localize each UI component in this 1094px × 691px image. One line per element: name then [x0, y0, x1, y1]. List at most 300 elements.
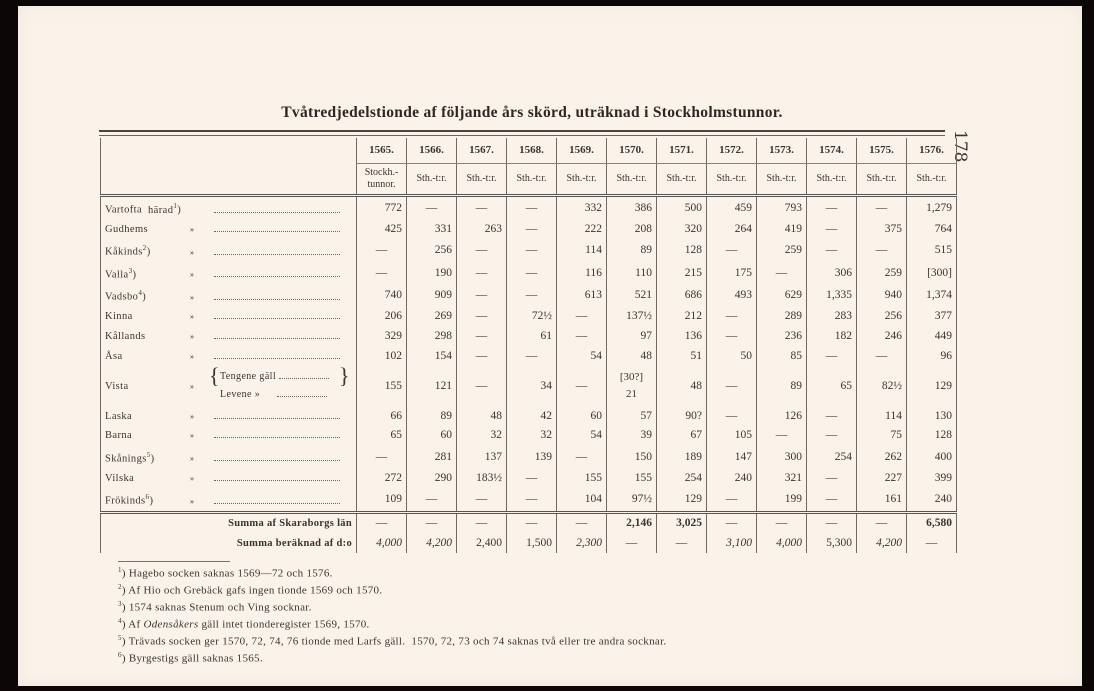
cell: 199	[757, 488, 807, 512]
year-header: 1571.	[657, 138, 707, 164]
cell: 909	[407, 284, 457, 307]
cell: 459	[707, 196, 757, 220]
cell: 321	[757, 468, 807, 488]
table-row-vista	[101, 366, 957, 406]
footnote-2: $^2$) Af Hio och Grebäck gafs ingen tionde 1569 och 1570.	[118, 583, 383, 597]
district-name: Frökinds$^6$)	[105, 493, 154, 507]
vista-sub-2: Levene »	[220, 387, 327, 401]
row-label	[101, 196, 357, 220]
cell: —	[457, 196, 507, 220]
cell: 375	[857, 220, 907, 240]
cell: —	[457, 239, 507, 262]
cell: 65	[357, 426, 407, 446]
cell: —	[757, 512, 807, 533]
table-row	[101, 262, 957, 285]
table-row	[101, 307, 957, 327]
district-suffix: »	[190, 224, 195, 234]
row-label	[101, 468, 357, 488]
cell: —	[457, 284, 507, 307]
cell: 109	[357, 488, 407, 512]
cell: 629	[757, 284, 807, 307]
row-label	[101, 284, 357, 307]
cell: —	[507, 468, 557, 488]
leader-dots	[214, 471, 340, 481]
cell: 3,100	[707, 533, 757, 553]
cell: 521	[607, 284, 657, 307]
cell: 89	[757, 366, 807, 406]
cell: —	[357, 446, 407, 469]
cell: 130	[907, 406, 957, 426]
cell: 4,000	[757, 533, 807, 553]
cell: 105	[707, 426, 757, 446]
table-row	[101, 284, 957, 307]
cell: —	[707, 327, 757, 347]
table-row	[101, 426, 957, 446]
footnote-6: $^6$) Byrgestigs gäll saknas 1565.	[118, 651, 263, 665]
year-header-row	[101, 138, 957, 164]
cell: 269	[407, 307, 457, 327]
cell: —	[807, 196, 857, 220]
cell: 449	[907, 327, 957, 347]
year-header: 1569.	[557, 138, 607, 164]
year-header: 1567.	[457, 138, 507, 164]
cell: 75	[857, 426, 907, 446]
year-header: 1574.	[807, 138, 857, 164]
cell: —	[557, 366, 607, 406]
cell: 116	[557, 262, 607, 285]
cell: 246	[857, 327, 907, 347]
table-row	[101, 327, 957, 347]
cell: 419	[757, 220, 807, 240]
cell: 281	[407, 446, 457, 469]
district-suffix: »	[190, 411, 195, 421]
cell: 110	[607, 262, 657, 285]
cell: —	[807, 406, 857, 426]
cell: 259	[857, 262, 907, 285]
table-row	[101, 488, 957, 512]
footnote-5: $^5$) Trävads socken ger 1570, 72, 74, 76 tionde med Larfs gäll. 1570, 72, 73 och 74 saknas två eller tre andra socknar.	[118, 634, 667, 648]
unit-header: Sth.-t:r.	[507, 164, 557, 196]
right-brace: }	[339, 363, 350, 389]
cell: 61	[507, 327, 557, 347]
district-name: Barna	[105, 430, 133, 442]
cell: —	[507, 220, 557, 240]
cell: —	[807, 512, 857, 533]
cell: —	[857, 346, 907, 366]
cell: 39	[607, 426, 657, 446]
cell: 48	[457, 406, 507, 426]
table-body-upper	[101, 196, 957, 367]
footnote-3: $^3$) 1574 saknas Stenum och Ving socknar.	[118, 600, 312, 614]
cell: —	[357, 262, 407, 285]
leader-dots	[214, 267, 340, 277]
sum-row-estimated	[101, 533, 957, 553]
cell: 154	[407, 346, 457, 366]
top-rule-thin	[99, 135, 945, 136]
cell: 66	[357, 406, 407, 426]
cell: —	[807, 220, 857, 240]
district-suffix: »	[190, 351, 195, 361]
district-name: Vartofta härad$^1$)	[105, 202, 182, 216]
table-row	[101, 239, 957, 262]
cell: 137	[457, 446, 507, 469]
top-rule	[99, 130, 945, 132]
district-name: Kåkinds$^2$)	[105, 244, 151, 258]
unit-header: Sth.-t:r.	[907, 164, 957, 196]
table-body-vista	[101, 363, 957, 406]
cell: 96	[907, 346, 957, 366]
cell: 104	[557, 488, 607, 512]
table-body-sums	[101, 512, 957, 553]
row-label	[101, 446, 357, 469]
cell: 5,300	[807, 533, 857, 553]
cell: 42	[507, 406, 557, 426]
leader-dots	[214, 290, 340, 300]
cell: 772	[357, 196, 407, 220]
row-label	[101, 426, 357, 446]
cell: 126	[757, 406, 807, 426]
cell: 212	[657, 307, 707, 327]
district-name: Gudhems	[105, 223, 149, 235]
cell: 114	[857, 406, 907, 426]
cell: 189	[657, 446, 707, 469]
cell: 3,025	[657, 512, 707, 533]
cell: 4,200	[407, 533, 457, 553]
cell: 89	[607, 239, 657, 262]
cell: 262	[857, 446, 907, 469]
year-header: 1572.	[707, 138, 757, 164]
cell: 377	[907, 307, 957, 327]
cell: —	[557, 512, 607, 533]
cell: 298	[407, 327, 457, 347]
sum-label: Summa af Skaraborgs län	[101, 512, 357, 533]
cell: —	[657, 533, 707, 553]
cell: —	[607, 533, 657, 553]
cell: —	[507, 284, 557, 307]
unit-header: Sth.-t:r.	[407, 164, 457, 196]
unit-header: Sth.-t:r.	[807, 164, 857, 196]
cell: 283	[807, 307, 857, 327]
district-suffix: »	[190, 292, 195, 302]
cell: 128	[907, 426, 957, 446]
cell: —	[857, 239, 907, 262]
cell: 263	[457, 220, 507, 240]
cell: 613	[557, 284, 607, 307]
cell: —	[807, 426, 857, 446]
cell: 72½	[507, 307, 557, 327]
leader-dots	[214, 409, 340, 419]
cell: —	[807, 468, 857, 488]
cell: —	[457, 262, 507, 285]
cell: 1,374	[907, 284, 957, 307]
table-row	[101, 346, 957, 366]
cell: 54	[557, 426, 607, 446]
cell: 129	[657, 488, 707, 512]
cell: 89	[407, 406, 457, 426]
cell: 236	[757, 327, 807, 347]
cell: 114	[557, 239, 607, 262]
footnote-rule	[118, 561, 230, 562]
year-header: 1566.	[407, 138, 457, 164]
cell: 306	[807, 262, 857, 285]
cell: 264	[707, 220, 757, 240]
cell: 155	[557, 468, 607, 488]
leader-dots	[214, 349, 340, 359]
left-brace: {	[209, 363, 220, 389]
cell: 686	[657, 284, 707, 307]
cell: 4,000	[357, 533, 407, 553]
cell: 175	[707, 262, 757, 285]
row-label	[101, 406, 357, 426]
cell: 60	[557, 406, 607, 426]
district-name: Laska	[105, 410, 133, 422]
cell: —	[507, 239, 557, 262]
tithe-table	[100, 138, 957, 553]
cell: 256	[857, 307, 907, 327]
cell: 240	[707, 468, 757, 488]
cell: 60	[407, 426, 457, 446]
sum-label: Summa beräknad af d:o	[101, 533, 357, 553]
row-label	[101, 239, 357, 262]
cell-split: [30?] 21	[607, 366, 657, 406]
year-header: 1573.	[757, 138, 807, 164]
cell: 2,300	[557, 533, 607, 553]
cell: 121	[407, 366, 457, 406]
row-label	[101, 488, 357, 512]
cell: 6,580	[907, 512, 957, 533]
district-suffix: »	[190, 381, 195, 391]
header-blank	[101, 138, 357, 196]
cell: 2,400	[457, 533, 507, 553]
cell: —	[807, 346, 857, 366]
cell: 150	[607, 446, 657, 469]
district-suffix: »	[190, 454, 195, 464]
cell: —	[857, 196, 907, 220]
cell: —	[507, 196, 557, 220]
cell: —	[857, 512, 907, 533]
unit-header: Sth.-t:r.	[857, 164, 907, 196]
cell: 51	[657, 346, 707, 366]
unit-header: Sth.-t:r.	[607, 164, 657, 196]
cell: 183½	[457, 468, 507, 488]
unit-header: Sth.-t:r.	[757, 164, 807, 196]
district-name: Kinna	[105, 311, 133, 323]
row-label	[101, 327, 357, 347]
cell: 2,146	[607, 512, 657, 533]
cell: —	[807, 239, 857, 262]
cell: 515	[907, 239, 957, 262]
cell: 740	[357, 284, 407, 307]
table-row	[101, 406, 957, 426]
cell: 139	[507, 446, 557, 469]
district-name: Vista	[105, 380, 129, 392]
sum-row-actual	[101, 512, 957, 533]
unit-header: Sth.-t:r.	[557, 164, 607, 196]
cell: 50	[707, 346, 757, 366]
cell: 208	[607, 220, 657, 240]
leader-dots	[214, 222, 340, 232]
cell: —	[457, 327, 507, 347]
district-suffix: »	[190, 331, 195, 341]
page-title: Tvåtredjedelstionde af följande års skörd, uträknad i Stockholmstunnor.	[281, 104, 783, 121]
cell: 67	[657, 426, 707, 446]
cell: 65	[807, 366, 857, 406]
cell: 289	[757, 307, 807, 327]
district-suffix: »	[190, 473, 195, 483]
cell: 215	[657, 262, 707, 285]
district-suffix: »	[190, 431, 195, 441]
cell: 222	[557, 220, 607, 240]
cell: —	[407, 488, 457, 512]
cell: 4,200	[857, 533, 907, 553]
row-label	[101, 262, 357, 285]
cell: 97½	[607, 488, 657, 512]
year-header: 1575.	[857, 138, 907, 164]
cell: 240	[907, 488, 957, 512]
cell: 940	[857, 284, 907, 307]
cell: 102	[357, 346, 407, 366]
cell: 1,500	[507, 533, 557, 553]
cell: —	[457, 346, 507, 366]
cell: 57	[607, 406, 657, 426]
cell: —	[357, 512, 407, 533]
table-row	[101, 468, 957, 488]
cell: —	[757, 426, 807, 446]
district-suffix: »	[190, 496, 195, 506]
cell: 129	[907, 366, 957, 406]
cell: 386	[607, 196, 657, 220]
cell: 48	[657, 366, 707, 406]
cell: 34	[507, 366, 557, 406]
unit-header: Sth.-t:r.	[457, 164, 507, 196]
cell: 764	[907, 220, 957, 240]
cell: —	[707, 307, 757, 327]
leader-dots	[214, 309, 340, 319]
district-suffix: »	[190, 270, 195, 280]
leader-dots	[214, 494, 340, 504]
cell: 331	[407, 220, 457, 240]
unit-header: Stockh.-tunnor.	[357, 164, 407, 196]
year-header: 1570.	[607, 138, 657, 164]
district-suffix: »	[190, 312, 195, 322]
cell: —	[457, 366, 507, 406]
cell: —	[507, 262, 557, 285]
vista-sub-1: Tengene gäll	[220, 369, 329, 383]
cell: 48	[607, 346, 657, 366]
cell: —	[557, 327, 607, 347]
footnote-1: $^1$) Hagebo socken saknas 1569—72 och 1576.	[118, 566, 333, 580]
cell: —	[557, 307, 607, 327]
leader-dots	[214, 329, 340, 339]
district-name: Vadsbo$^4$)	[105, 289, 147, 303]
unit-header: Sth.-t:r.	[707, 164, 757, 196]
cell: —	[407, 196, 457, 220]
cell: —	[757, 262, 807, 285]
cell: 136	[657, 327, 707, 347]
district-name: Vilska	[105, 472, 135, 484]
cell: —	[707, 488, 757, 512]
cell: 425	[357, 220, 407, 240]
cell: 161	[857, 488, 907, 512]
cell: —	[507, 512, 557, 533]
cell: 190	[407, 262, 457, 285]
cell: —	[707, 366, 757, 406]
cell: —	[457, 307, 507, 327]
cell: —	[507, 346, 557, 366]
cell: 400	[907, 446, 957, 469]
district-name: Kållands	[105, 330, 146, 342]
cell: —	[707, 239, 757, 262]
cell: —	[907, 533, 957, 553]
cell: 256	[407, 239, 457, 262]
cell: [300]	[907, 262, 957, 285]
cell: 155	[607, 468, 657, 488]
unit-header: Sth.-t:r.	[657, 164, 707, 196]
cell: 300	[757, 446, 807, 469]
table-row	[101, 220, 957, 240]
cell: 90?	[657, 406, 707, 426]
cell: —	[407, 512, 457, 533]
district-name: Skånings$^5$)	[105, 450, 155, 465]
cell: —	[457, 488, 507, 512]
cell: 290	[407, 468, 457, 488]
cell: 1,335	[807, 284, 857, 307]
cell: 128	[657, 239, 707, 262]
cell: 54	[557, 346, 607, 366]
cell: 332	[557, 196, 607, 220]
cell: 97	[607, 327, 657, 347]
cell: 155	[357, 366, 407, 406]
leader-dots	[214, 428, 340, 438]
district-suffix: »	[190, 247, 195, 257]
cell: 399	[907, 468, 957, 488]
footnotes	[118, 564, 666, 666]
cell: 320	[657, 220, 707, 240]
cell: 500	[657, 196, 707, 220]
leader-dots	[214, 245, 340, 255]
row-label	[101, 220, 357, 240]
district-name: Åsa	[105, 350, 123, 362]
table-row	[101, 196, 957, 220]
cell: 329	[357, 327, 407, 347]
cell: 259	[757, 239, 807, 262]
cell: —	[807, 488, 857, 512]
page-number: 178	[950, 130, 970, 163]
cell: 32	[507, 426, 557, 446]
cell: —	[457, 512, 507, 533]
year-header: 1576.	[907, 138, 957, 164]
cell: 182	[807, 327, 857, 347]
leader-dots	[214, 451, 340, 461]
district-name: Valla$^3$)	[105, 266, 137, 281]
row-label	[101, 346, 357, 366]
cell: 1,279	[907, 196, 957, 220]
footnote-4: $^4$) Af Odensåkers gäll intet tionderegister 1569, 1570.	[118, 617, 370, 631]
table-body-lower	[101, 406, 957, 512]
cell: 493	[707, 284, 757, 307]
cell: 254	[807, 446, 857, 469]
cell: —	[507, 488, 557, 512]
cell: —	[707, 512, 757, 533]
year-header: 1565.	[357, 138, 407, 164]
cell: 227	[857, 468, 907, 488]
cell: —	[707, 406, 757, 426]
cell: 206	[357, 307, 407, 327]
cell: —	[357, 239, 407, 262]
leader-dots	[214, 203, 340, 213]
cell: 272	[357, 468, 407, 488]
cell: 793	[757, 196, 807, 220]
